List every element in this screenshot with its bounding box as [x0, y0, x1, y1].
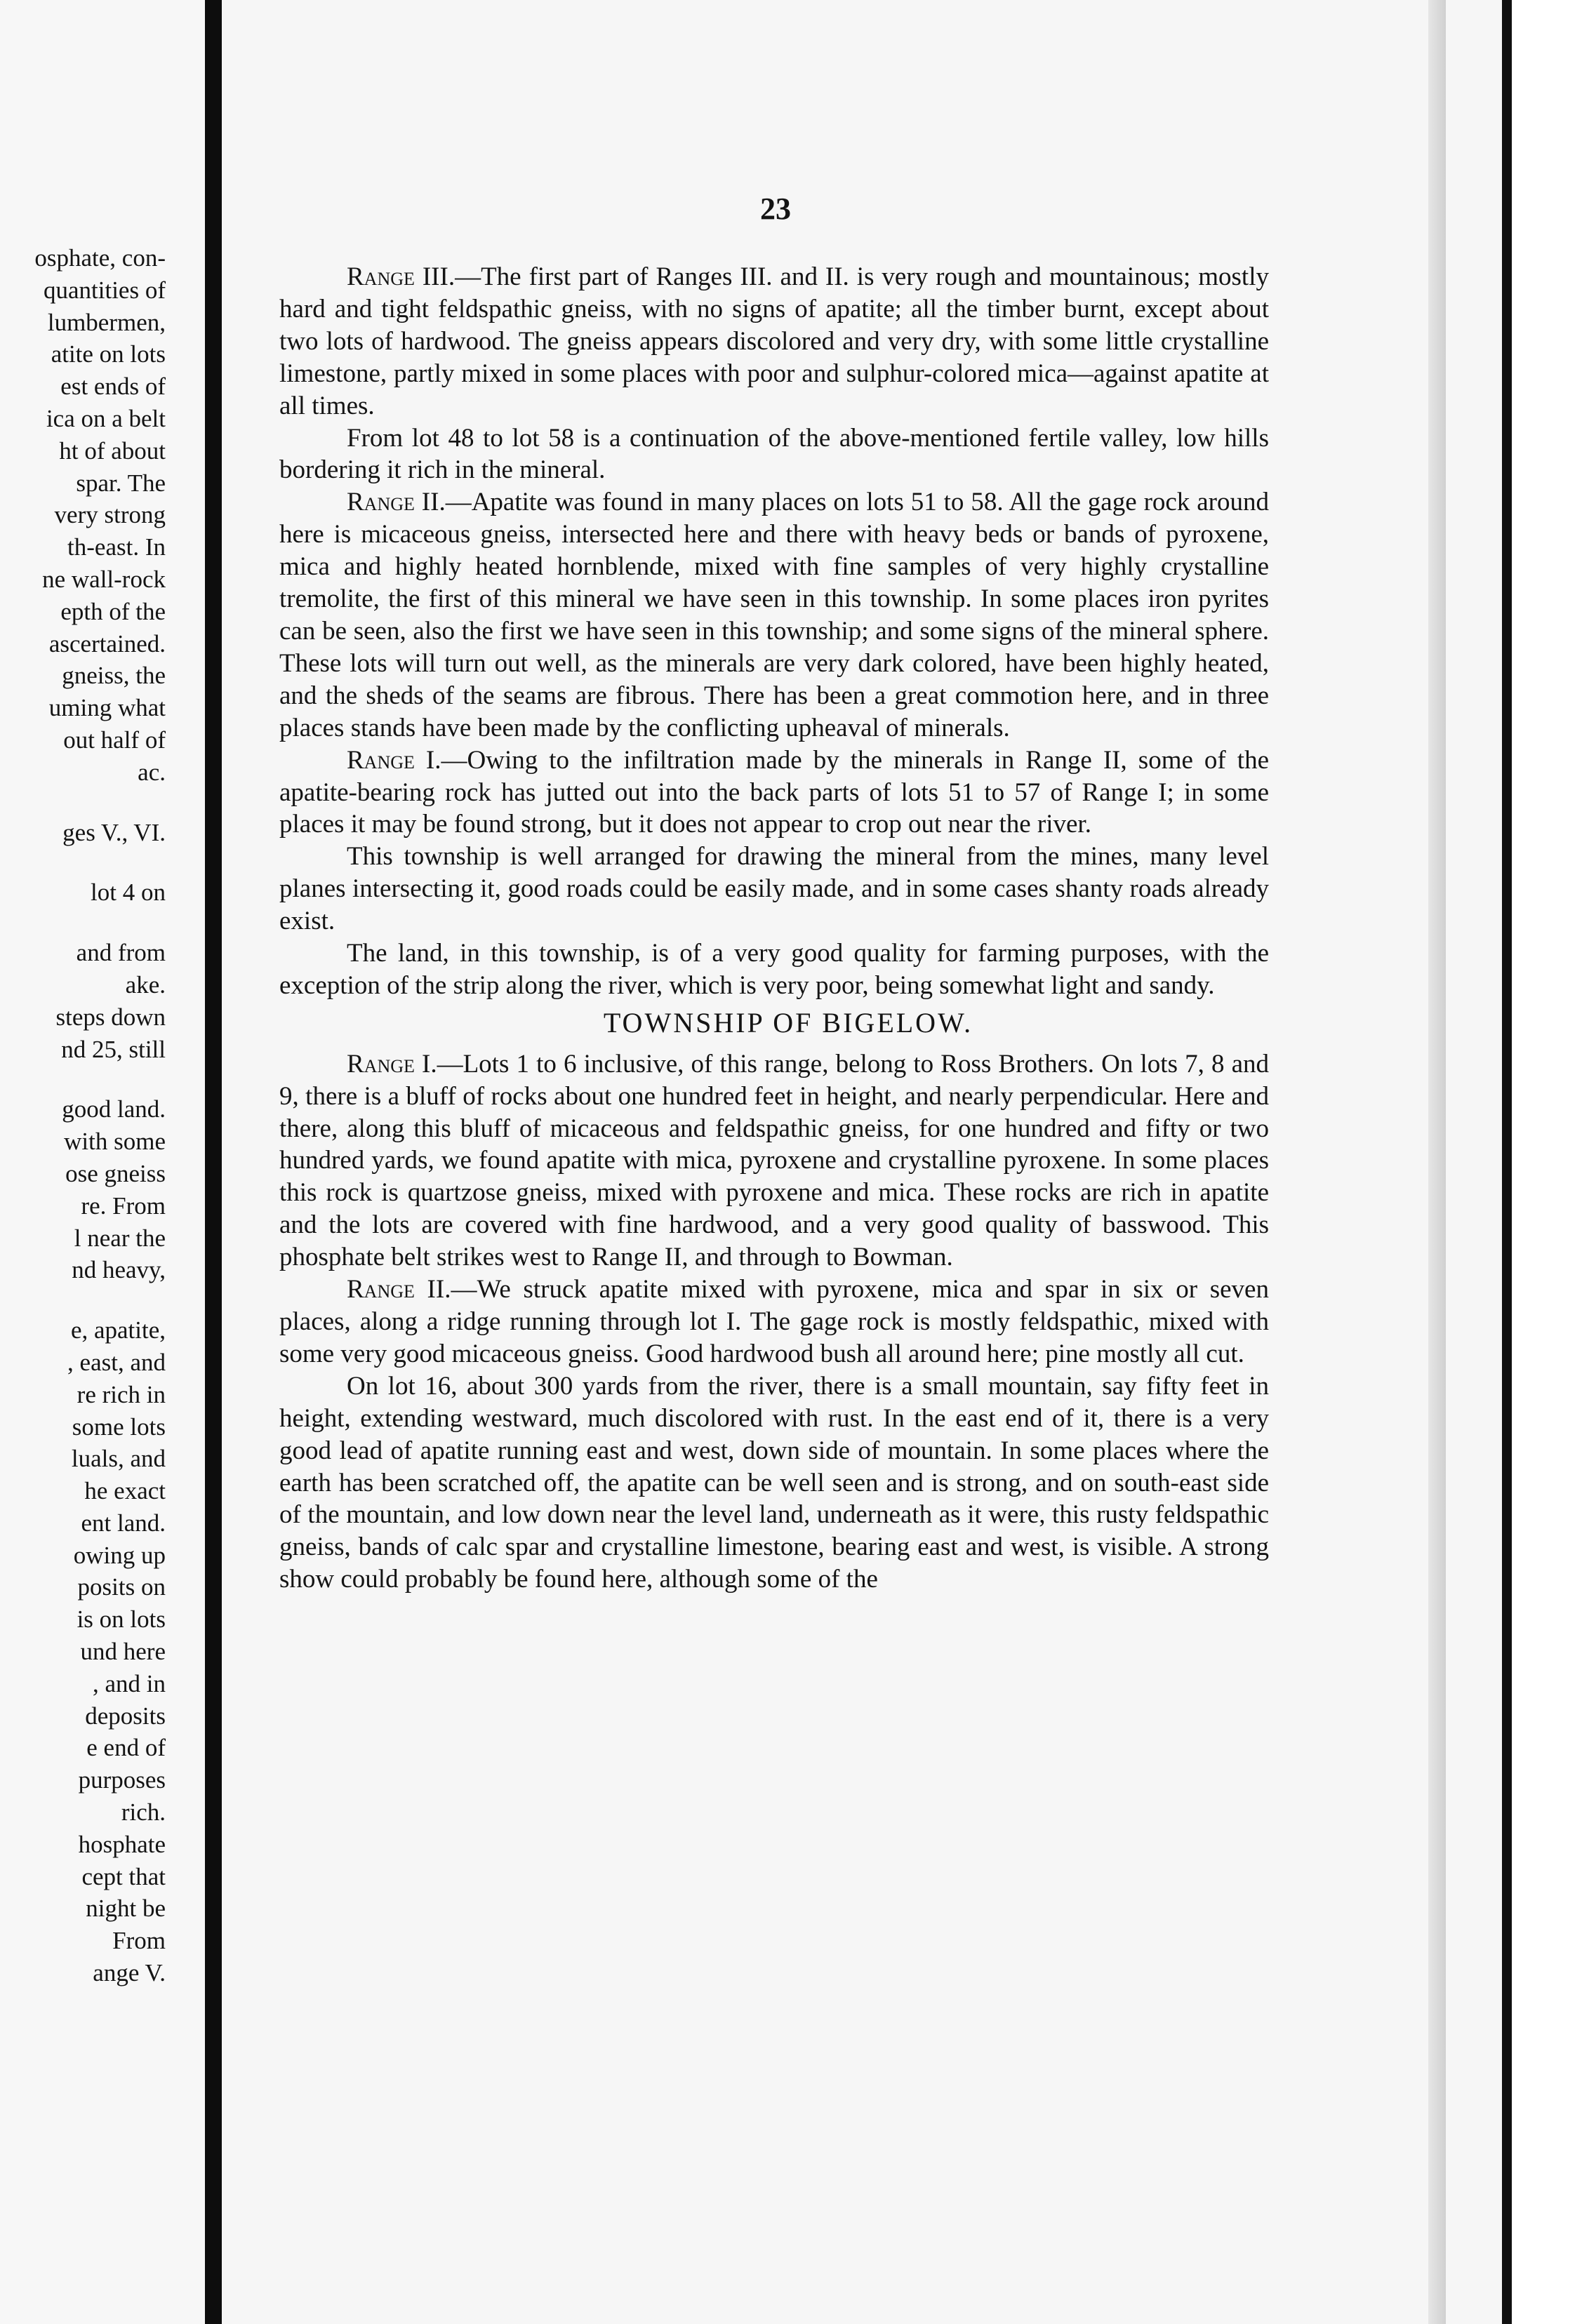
left-page-fragment — [0, 0, 218, 2324]
paragraphs-after-heading — [279, 1048, 1269, 1596]
left-page-line: lot 4 on — [91, 879, 166, 907]
left-page-line: out half of — [63, 726, 166, 754]
range-lead-in: Range I. — [347, 1049, 437, 1078]
paragraph — [279, 1274, 1269, 1370]
left-page-line: ent land. — [81, 1509, 166, 1537]
left-page-line: nd 25, still — [61, 1035, 166, 1063]
book-gutter — [205, 0, 222, 2324]
left-page-line: gneiss, the — [62, 662, 166, 690]
left-page-line: quantities of — [44, 276, 166, 304]
left-page-line: ascertained. — [48, 629, 166, 657]
left-page-line: , east, and — [67, 1348, 166, 1376]
left-page-line: spar. The — [76, 469, 166, 497]
left-page-line: est ends of — [60, 373, 166, 401]
left-page-line: th-east. In — [67, 533, 166, 561]
paragraph-text: —The first part of Ranges III. and II. is very rough and mountainous; mostly hard and tight feldspathic gneiss, with no signs of apatite; all the timber burnt, except about two lots of hardwood. The gneiss appears discolored and very dry, with some little crystalline limestone, partly mixed in some places with poor and sulphur-colored mica—against apatite at all times. — [279, 262, 1269, 420]
page-edge-line — [1502, 0, 1512, 2324]
left-page-line: nd heavy, — [72, 1256, 166, 1284]
left-page-line: re. From — [81, 1191, 166, 1220]
line-gap — [0, 789, 166, 817]
left-page-line: cept that — [81, 1862, 166, 1890]
left-page-line: atite on lots — [51, 340, 166, 368]
left-page-text-column — [0, 242, 166, 1989]
paragraph-text: On lot 16, about 300 yards from the river, there is a small mountain, say fifty feet in height, extending westward, much discolored with rust. In the east end of it, there is a very good lead of apatite running east and west, down side of mountain. In some places where the earth has been scratched off, the apatite can be well seen and is strong, and on south-east side of the mountain, and low down near the level land, underneath as it were, this rusty feldspathic gneiss, bands of calc spar and crystalline limestone, bearing east and west, is visible. A strong show could probably be found here, although some of the — [279, 1371, 1269, 1594]
left-page-line: ges V., VI. — [62, 818, 166, 846]
left-page-line: ica on a belt — [46, 404, 166, 432]
left-page-line: e end of — [86, 1734, 166, 1762]
left-page-line: ake. — [125, 970, 166, 999]
left-page-line: re rich in — [77, 1380, 166, 1408]
page-number: 23 — [760, 192, 791, 226]
left-page-line: very strong — [54, 501, 166, 529]
line-gap — [0, 1286, 166, 1314]
paragraphs-before-heading — [279, 261, 1269, 1002]
paragraph-text: This township is well arranged for drawing the mineral from the mines, many level planes intersecting it, good roads could be easily made, and in some cases shanty roads already exist. — [279, 842, 1269, 936]
body-text — [279, 261, 1269, 1596]
left-page-line: posits on — [77, 1573, 166, 1601]
left-page-line: and from — [76, 939, 166, 967]
left-page-line: night be — [86, 1895, 166, 1923]
paragraph-text: —Lots 1 to 6 inclusive, of this range, belong to Ross Brothers. On lots 7, 8 and 9, there is a bluff of rocks about one hundred feet in height, and nearly perpendicular. Here and there, along this bluff of micaceous and feldspathic gneiss, for one hundred and fifty or two hundred yards, we found apatite with mica, pyroxene and crystalline pyroxene. In some places this rock is quartzose gneiss, mixed with pyroxene and mica. These rocks are rich in apatite and the lots are covered with fine hardwood, and a very good quality of basswood. This phosphate belt strikes west to Range II, and through to Bowman. — [279, 1049, 1269, 1272]
section-heading: TOWNSHIP OF BIGELOW. — [603, 1006, 973, 1039]
paragraph-text: —Owing to the infiltration made by the minerals in Range II, some of the apatite-bearing rock has jutted out into the back parts of lots 51 to 57 of Range I; in some places it may be found strong, but it does not appear to crop out near the river. — [279, 745, 1269, 839]
left-page-line: ac. — [138, 758, 166, 786]
left-page-line: he exact — [84, 1477, 166, 1505]
left-page-line: some lots — [72, 1413, 166, 1441]
page-edge-shadow — [1428, 0, 1446, 2324]
range-lead-in: Range II. — [347, 488, 446, 517]
range-lead-in: Range II. — [347, 1275, 451, 1304]
paragraph — [279, 422, 1269, 487]
left-page-line: purposes — [78, 1766, 166, 1794]
left-page-line: rich. — [121, 1798, 166, 1827]
paragraph-text: From lot 48 to lot 58 is a continuation of the above-mentioned fertile valley, low hills bordering it rich in the mineral. — [279, 423, 1269, 485]
range-lead-in: Range I. — [347, 745, 441, 775]
left-page-line: with some — [64, 1128, 166, 1156]
left-page-line: owing up — [73, 1541, 166, 1569]
left-page-line: steps down — [55, 1003, 166, 1031]
left-page-line: e, apatite, — [70, 1316, 166, 1344]
left-page-line: deposits — [85, 1702, 166, 1730]
paragraph — [279, 1048, 1269, 1274]
left-page-line: ange V. — [93, 1959, 166, 1987]
line-gap — [0, 909, 166, 937]
paragraph — [279, 261, 1269, 422]
left-page-line: From — [112, 1927, 166, 1955]
left-page-line: l near the — [74, 1224, 166, 1252]
left-page-line: hosphate — [78, 1830, 166, 1858]
paragraph — [279, 486, 1269, 744]
paragraph — [279, 1370, 1269, 1596]
paragraph — [279, 937, 1269, 1002]
paragraph — [279, 744, 1269, 841]
left-page-line: luals, and — [71, 1445, 166, 1473]
paragraph-text: —Apatite was found in many places on lots 51 to 58. All the gage rock around here is micaceous gneiss, intersected here and there with heavy beds or bands of pyroxene, mica and highly heated hornblende, mixed with fine samples of very highly crystalline tremolite, the first of this mineral we have seen in this township. In some places iron pyrites can be seen, also the first we have seen in this township; and some signs of the mineral sphere. These lots will turn out well, as the minerals are very dark colored, have been highly heated, and the sheds of the seams are fibrous. There has been a great commotion here, and in three places stands have been made by the conflicting upheaval of minerals. — [279, 488, 1269, 742]
left-page-line: ose gneiss — [65, 1159, 166, 1187]
left-page-line: uming what — [48, 694, 166, 722]
paragraph-text: —We struck apatite mixed with pyroxene, mica and spar in six or seven places, along a ridge running through lot I. The gage rock is mostly feldspathic, mixed with some very good micaceous gneiss. Good hardwood bush all around here; pine mostly all cut. — [279, 1275, 1269, 1368]
left-page-line: und here — [80, 1638, 166, 1666]
left-page-line: is on lots — [77, 1605, 166, 1634]
left-page-line: , and in — [92, 1669, 166, 1697]
left-page-line: good land. — [62, 1095, 166, 1123]
left-page-line: ne wall-rock — [42, 565, 166, 593]
line-gap — [0, 848, 166, 876]
left-page-line: ht of about — [59, 436, 166, 465]
left-page-line: epth of the — [60, 597, 166, 625]
left-page-line: osphate, con- — [34, 244, 166, 272]
paragraph-text: The land, in this township, is of a very good quality for farming purposes, with the exception of the strip along the river, which is very poor, being somewhat light and sandy. — [279, 939, 1269, 1000]
line-gap — [0, 1065, 166, 1093]
left-page-line: lumbermen, — [47, 308, 166, 336]
paragraph — [279, 841, 1269, 937]
scan-margin — [1512, 0, 1589, 2324]
range-lead-in: Range III. — [347, 262, 456, 291]
